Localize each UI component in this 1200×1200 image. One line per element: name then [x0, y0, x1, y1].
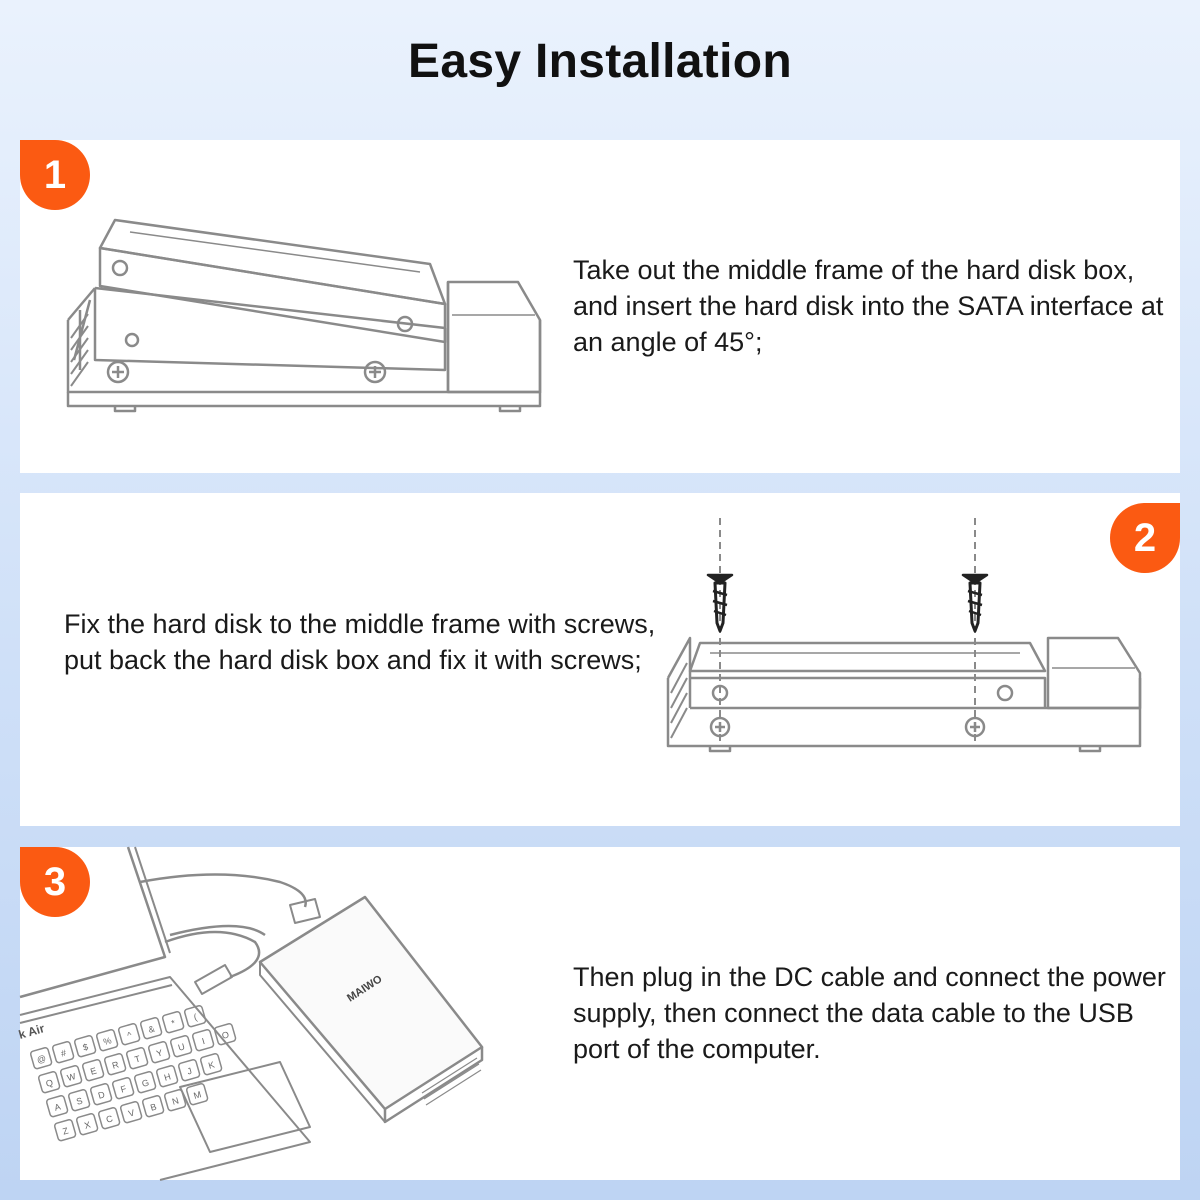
keyboard-key	[170, 1035, 192, 1057]
screw-icon	[365, 362, 385, 382]
step-2-description: Fix the hard disk to the middle frame with screws, put back the hard disk box and fix it with screws;	[64, 609, 656, 675]
svg-text:N: N	[170, 1095, 180, 1107]
keyboard-key	[118, 1023, 140, 1045]
svg-text:O: O	[220, 1029, 231, 1041]
keyboard-key	[156, 1065, 178, 1087]
svg-text:$: $	[81, 1041, 90, 1053]
keyboard-key	[38, 1071, 60, 1093]
keyboard-key	[68, 1089, 90, 1111]
svg-text:#: #	[59, 1047, 68, 1059]
svg-text:A: A	[53, 1101, 62, 1113]
svg-text:D: D	[96, 1089, 106, 1101]
keyboard-key	[104, 1053, 126, 1075]
keyboard-key	[82, 1059, 104, 1081]
screw-fixing-illustration	[660, 513, 1150, 753]
page-title: Easy Installation	[408, 35, 792, 88]
laptop-label: k Air	[16, 1021, 47, 1042]
svg-text:*: *	[170, 1017, 177, 1029]
keyboard-key	[192, 1029, 214, 1051]
svg-text:V: V	[127, 1107, 136, 1119]
svg-text:Z: Z	[61, 1125, 70, 1137]
keyboard-key	[178, 1059, 200, 1081]
screw-icon	[963, 575, 987, 631]
svg-text:C: C	[104, 1113, 114, 1125]
svg-text:S: S	[75, 1095, 84, 1107]
brand-logo: MAIWO	[345, 973, 385, 1005]
svg-text:E: E	[89, 1065, 98, 1077]
svg-text:F: F	[119, 1083, 128, 1095]
keyboard-key	[142, 1095, 164, 1117]
svg-text:@: @	[35, 1053, 48, 1066]
svg-text:I: I	[200, 1035, 206, 1047]
svg-text:(: (	[192, 1011, 199, 1023]
hard-disk-insert-illustration	[60, 210, 550, 470]
step-number-badge: 1	[20, 140, 90, 210]
keyboard-key	[162, 1011, 184, 1033]
keyboard-key	[200, 1053, 222, 1075]
svg-text:&: &	[147, 1023, 156, 1035]
keyboard	[30, 1005, 236, 1141]
keyboard-key	[54, 1119, 76, 1141]
keyboard-key	[76, 1113, 98, 1135]
keyboard-key	[96, 1029, 118, 1051]
svg-text:W: W	[65, 1071, 77, 1084]
keyboard-key	[98, 1107, 120, 1129]
svg-text:G: G	[140, 1077, 151, 1089]
step-1-description: Take out the middle frame of the hard disk box, and insert the hard disk into the SATA interface at an angle of 45°;	[573, 255, 1164, 357]
keyboard-key	[140, 1017, 162, 1039]
keyboard-key	[30, 1047, 52, 1069]
step-3-description: Then plug in the DC cable and connect the power supply, then connect the data cable to the USB port of the computer.	[573, 962, 1166, 1064]
keyboard-key	[52, 1041, 74, 1063]
svg-text:X: X	[83, 1119, 92, 1131]
svg-text:T: T	[133, 1053, 142, 1065]
svg-text:M: M	[192, 1089, 203, 1101]
keyboard-key	[60, 1065, 82, 1087]
svg-text:H: H	[162, 1071, 172, 1083]
keyboard-key	[148, 1041, 170, 1063]
keyboard-key	[46, 1095, 68, 1117]
keyboard-key	[126, 1047, 148, 1069]
svg-text:J: J	[185, 1065, 193, 1077]
laptop-connection-illustration	[16, 847, 520, 1180]
step-1-panel	[20, 140, 1180, 473]
keyboard-key	[186, 1083, 208, 1105]
step-3-panel	[16, 847, 1180, 1180]
svg-text:R: R	[110, 1059, 120, 1071]
screw-icon	[711, 718, 729, 736]
keyboard-key	[112, 1077, 134, 1099]
screw-icon	[108, 362, 128, 382]
keyboard-key	[120, 1101, 142, 1123]
svg-text:K: K	[207, 1059, 216, 1071]
svg-text:Y: Y	[155, 1047, 164, 1059]
svg-text:%: %	[102, 1035, 113, 1048]
step-number-badge: 3	[20, 847, 90, 917]
vent-slots	[71, 314, 88, 386]
keyboard-key	[134, 1071, 156, 1093]
svg-text:B: B	[149, 1101, 158, 1113]
keyboard-key	[74, 1035, 96, 1057]
screw-icon	[966, 718, 984, 736]
step-2-panel	[20, 493, 1180, 826]
keyboard-key	[90, 1083, 112, 1105]
screw-icon	[708, 575, 732, 631]
svg-text:Q: Q	[44, 1077, 55, 1089]
external-hard-drive	[260, 897, 482, 1122]
svg-text:^: ^	[125, 1029, 133, 1041]
step-number-badge: 2	[1110, 503, 1180, 573]
svg-text:U: U	[176, 1041, 186, 1053]
